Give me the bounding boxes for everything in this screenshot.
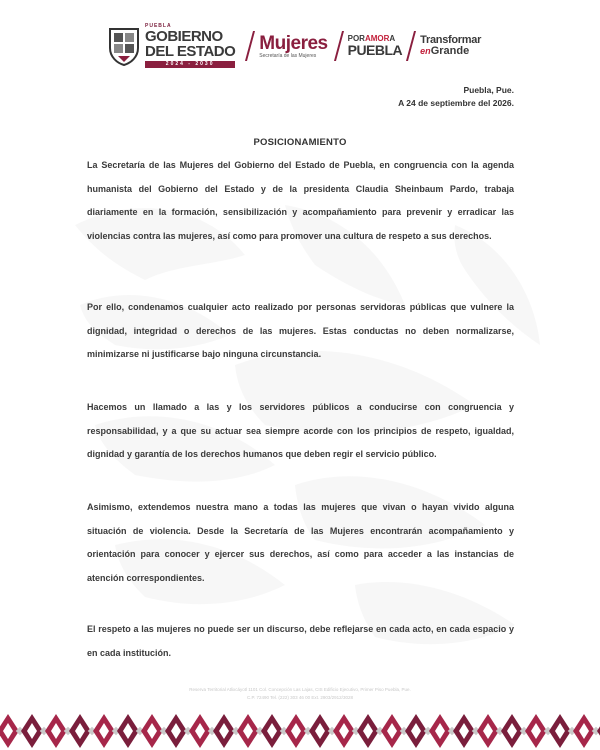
coat-of-arms-icon: [108, 26, 140, 66]
gobierno-years: 2024 - 2030: [145, 61, 235, 68]
divider-slash: [245, 31, 255, 61]
paragraph-1: La Secretaría de las Mujeres del Gobierno del Estado de Puebla, en congruencia con la agenda humanista del Gobierno del Estado y de la presidenta Claudia Sheinbaum Pardo, trabaja diariamente en la formación, sensibilización y acompañamiento para prevenir y erradicar las violencias contra las mujeres, así como para promover una cultura de respeto a sus derechos.: [87, 160, 514, 241]
por-amor-main: PUEBLA: [347, 42, 403, 58]
place-date-block: [398, 84, 514, 110]
paragraph-2: Por ello, condenamos cualquier acto realizado por personas servidoras públicas que vulnere la dignidad, integridad o derechos de las mujeres. Estas conductas no deben normalizarse, minimizarse ni justificarse bajo ninguna circunstancia.: [87, 302, 514, 359]
divider-slash: [406, 31, 416, 61]
por-amor-word-por: POR: [347, 34, 365, 43]
transformar-word-grande: Grande: [430, 45, 470, 57]
gobierno-state-label: PUEBLA: [145, 23, 172, 29]
por-amor-word-a: A: [389, 34, 396, 43]
footer-line2: C.P. 72490 Tel. (222) 303 46 00 Ext. 2903/2912/3028: [247, 695, 353, 700]
paragraph-4: Asimismo, extendemos nuestra mano a todas las mujeres que vivan o hayan vivido alguna situación de violencia. Desde la Secretaría de las Mujeres encontrarán acompañamiento y orientación para conocer y ejercer sus derechos, así como para acceder a las instancias de atención correspondientes.: [87, 502, 514, 583]
header-logos: [108, 22, 481, 70]
transformar-word-en: en: [420, 46, 431, 56]
transformar-bottom: [420, 46, 481, 57]
place-text: Puebla, Pue.: [463, 85, 514, 95]
divider-slash: [334, 31, 344, 61]
gobierno-line1: GOBIERNO: [145, 28, 223, 45]
mujeres-title: Mujeres: [259, 32, 328, 54]
footer-line1: Reserva Territorial Atlixcáyotl 1101 Col. Concepción Las Lajas, CIS Edificio Ejecutivo, Primer Piso Puebla, Pue.: [189, 687, 411, 692]
por-amor-logo: [348, 35, 403, 57]
footer-pattern-icon: [0, 712, 600, 750]
paragraph-5: El respeto a las mujeres no puede ser un discurso, debe reflejarse en cada acto, en cada espacio y en cada institución.: [87, 624, 514, 658]
date-text: A 24 de septiembre del 2026.: [398, 98, 514, 108]
mujeres-subtitle: Secretaría de las Mujeres: [259, 52, 317, 59]
gobierno-line2: DEL ESTADO: [145, 43, 236, 60]
transformar-logo: [420, 35, 481, 57]
por-amor-word-amor: AMOR: [364, 34, 390, 43]
paragraph-3: Hacemos un llamado a las y los servidores públicos a conducirse con congruencia y responsabilidad, y a que su actuar sea siempre acorde con los principios de respeto, igualdad, dignidad y garantía de los derechos humanos que deben regir el servicio público.: [87, 402, 514, 459]
mujeres-logo: [259, 34, 327, 59]
transformar-top: Transformar: [420, 34, 482, 46]
footer-address: [0, 686, 600, 702]
document-title: POSICIONAMIENTO: [253, 137, 347, 148]
gobierno-logo: [145, 24, 235, 68]
